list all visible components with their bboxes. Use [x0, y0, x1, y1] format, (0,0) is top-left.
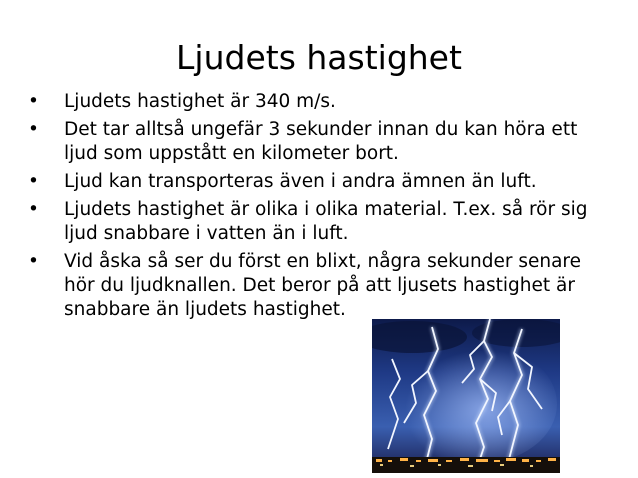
bullet-item [26, 198, 611, 246]
bullet-dot: • [28, 91, 39, 112]
bullet-list [26, 90, 611, 326]
bullet-dot: • [28, 199, 39, 220]
bullet-dot: • [28, 171, 39, 192]
lightning-photo-icon [372, 319, 560, 473]
bullet-item [26, 250, 611, 322]
bullet-text: Vid åska så ser du först en blixt, några sekunder senare hör du ljudknallen. Det beror på att ljusets hastighet är snabbare än ljudets hastighet. [64, 251, 582, 320]
bullet-dot: • [28, 251, 39, 272]
bullet-dot: • [28, 119, 39, 140]
bullet-item [26, 90, 611, 114]
bullet-text: Ljudets hastighet är olika i olika material. T.ex. så rör sig ljud snabbare i vatten än i luft. [64, 199, 588, 244]
bullet-item [26, 118, 611, 166]
slide-title: Ljudets hastighet [176, 38, 462, 77]
lightning-photo [372, 319, 560, 473]
bullet-text: Det tar alltså ungefär 3 sekunder innan du kan höra ett ljud som uppstått en kilometer bort. [64, 119, 578, 164]
bullet-text: Ljudets hastighet är 340 m/s. [64, 91, 336, 112]
bullet-text: Ljud kan transporteras även i andra ämnen än luft. [64, 171, 537, 192]
bullet-item [26, 170, 611, 194]
